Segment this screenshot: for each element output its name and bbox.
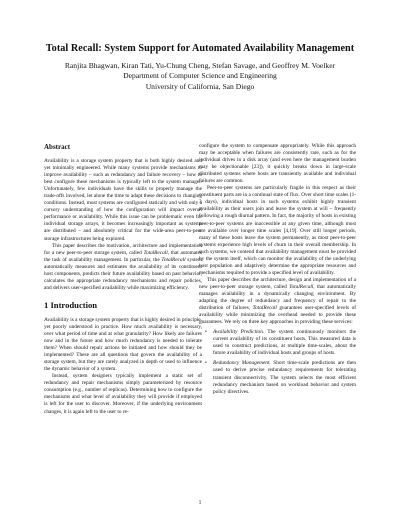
right-p3-text-a: This paper describes the architecture, design and implementation of a new peer-to-peer storage system, called bbox=[199, 276, 356, 290]
intro-paragraph-1: Availability is a storage system property that is highly desired in principle, yet poorly understood in practice. How much availability is necessary, over what period of time and at what granularity? How likely are failures now and in the future and how much redundancy is needed to tolerate them? When should repair actions be initiated and how should they be implemented? These are all questions that govern the availability of a storage system, but they are rarely analyzed in depth or used to influence the dynamic behavior of a system. bbox=[44, 316, 202, 373]
page-number: 1 bbox=[198, 500, 202, 506]
system-name: TotalRecall bbox=[252, 305, 277, 312]
approach-term: Availability Prediction. bbox=[213, 329, 265, 336]
right-p3-text-c: guarantees user-specified levels of availability while minimizing the overhead needed to provide these guarantees. We rely on three key approaches in providing these services: bbox=[199, 305, 356, 326]
right-paragraph-2: Peer-to-peer systems are particularly fragile in this respect as their constituent parts are in a continual state of flux. Over short time scales (1-3 days), individual hosts in such systems exhibit highly transient availability as their users join and leave the system at will – frequently following a rough diurnal pattern. In fact, the majority of hosts in existing peer-to-peer systems are inaccessible at any given time, although most are available over longer time scales [4,19]. Over still longer periods, many of these hosts leave the system permanently, as most peer-to-peer systems experience high levels of churn in their overall membership. In such systems, we contend that availability management must be provided by the system itself, which can monitor the availability of the underlying host population and adaptively determine the appropriate resources and mechanisms required to provide a specified level of availability. bbox=[199, 185, 356, 276]
author-department: Department of Computer Science and Engineering bbox=[123, 71, 277, 81]
abstract-paragraph-2 bbox=[44, 243, 202, 292]
approach-text: Short time-scale predictions are then used to derive precise redundancy requirements for tolerating transient disconnectivity. The system selects the most efficient redundancy mechanism based on workload behavior and system policy directives. bbox=[213, 360, 356, 395]
system-name: TotalRecall bbox=[161, 256, 186, 263]
approach-list-item bbox=[213, 329, 356, 357]
approach-list bbox=[199, 329, 356, 395]
system-name: TotalRecall bbox=[289, 283, 314, 290]
right-paragraph-3 bbox=[199, 277, 356, 326]
author-university: University of California, San Diego bbox=[145, 81, 255, 91]
intro-paragraph-2: Instead, system designers typically implement a static set of redundancy and repair mechanisms simply parameterized by resource consumption (e.g., number of replicas). Determining how to configure the mechanisms and what level of availability they will provide if employed is left for the user to discover. Moreover, if the underlying environment changes, it is again left to the user to re- bbox=[44, 373, 202, 415]
system-name: TotalRecall bbox=[143, 249, 168, 256]
right-paragraph-1: configure the system to compensate appropriately. While this approach may be acceptable when failures are consistently rare, such as for the individual drives in a disk array (and even here the management burden may be objectionable [23]), it quickly breaks down in large-scale distributed systems where hosts are transiently available and individual failures are common. bbox=[199, 143, 356, 185]
approach-text: The system continuously monitors the current availability of its constituent hosts. This measured data is used to construct predictions, at multiple time-scales, about the future availability of individual hosts and groups of hosts. bbox=[213, 329, 356, 357]
abstract-heading: Abstract bbox=[44, 143, 71, 151]
left-column bbox=[44, 143, 202, 416]
paper-title: Total Recall: System Support for Automated Availability Management bbox=[45, 43, 355, 54]
abstract-paragraph-1: Availability is a storage system property that is both highly desired and yet minimally engineered. While many systems provide mechanisms to improve availability – such as redundancy and failure recovery – how to best configure these mechanisms is typically left to the system manager. Unfortunately, few individuals have the skills to properly manage the trade-offs involved, let alone the time to adapt these decisions to changing conditions. Instead, most systems are configured statically and with only a cursory understanding of how the configuration will impact overall performance or availability. While this issue can be problematic even for individual storage arrays, it becomes increasingly important as systems are distributed – and absolutely critical for the wide-area peer-to-peer storage infrastructures being explored. bbox=[44, 158, 202, 242]
right-p3-text-b: , that automatically manages availability in a dynamically changing environment. By adapting the degree of redundancy and frequency of repair to the distribution of failures, bbox=[199, 283, 356, 312]
approach-term: Redundancy Management. bbox=[213, 360, 271, 367]
author-names: Ranjita Bhagwan, Kiran Tati, Yu-Chung Cheng, Stefan Savage, and Geoffrey M. Voelker bbox=[64, 61, 336, 70]
abstract-p2-text-a: This paper describes the motivation, architecture and implementation for a new peer-to-peer storage system, called bbox=[44, 242, 202, 256]
right-column bbox=[199, 143, 356, 399]
abstract-p2-text-b: , that automates the task of availability management. In particular, the bbox=[44, 249, 202, 263]
approach-list-item bbox=[213, 360, 356, 395]
section-heading-introduction: 1 Introduction bbox=[44, 299, 98, 310]
abstract-p2-text-c: system automatically measures and estimates the availability of its constituent host components, predicts their future availability based on past behavior, calculates the appropriate redundancy mechanisms and repair policies, and delivers user-specified availability while maximizing efficiency. bbox=[44, 256, 202, 291]
author-block bbox=[0, 61, 400, 92]
